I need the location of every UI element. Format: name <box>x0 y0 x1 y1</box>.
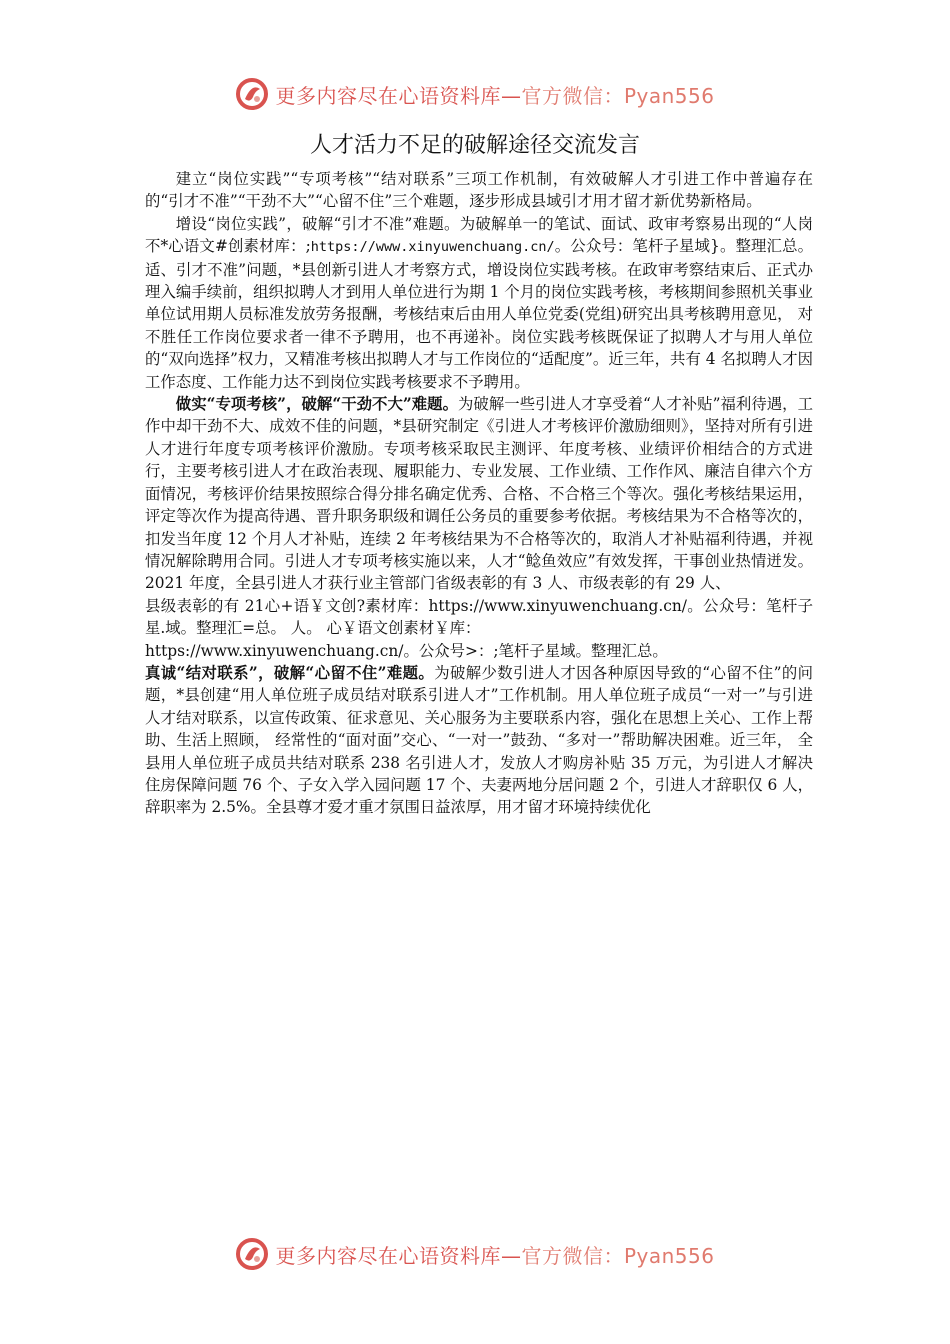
banner-main-text: 更多内容尽在心语资料库 <box>275 1243 501 1268</box>
banner-separator: — <box>500 1243 522 1268</box>
document-body <box>145 168 813 819</box>
red-swirl-logo-icon <box>235 77 269 111</box>
intro-paragraph: 建立“岗位实践”“专项考核”“结对联系”三项工作机制，有效破解人才引进工作中普遍存在的“引才不准”“干劲不大”“心留不住”三个难题，逐步形成县域引才用才留才新优势新格局。 <box>145 170 813 211</box>
section3-paragraph <box>145 662 813 819</box>
banner-main-text: 更多内容尽在心语资料库 <box>275 83 501 108</box>
section1-url: https://www.xinyuwenchuang.cn/ <box>310 239 555 256</box>
top-banner <box>0 72 950 116</box>
section2-heading: 做实“专项考核”，破解“干劲不大”难题。 <box>175 395 459 414</box>
banner-contact-text: 官方微信：Pyan556 <box>521 83 715 108</box>
banner-separator: — <box>500 83 522 108</box>
section2-line-b: https://www.xinyuwenchuang.cn/。公众号>：;笔杆子星域。整理汇总。 <box>145 641 668 660</box>
section2-line-a: 县级表彰的有 21心+语￥文创?素材库：https://www.xinyuwenchuang.cn/。公众号：笔杆子星.域。整理汇=总。 人。 心￥语文创素材￥库： <box>145 596 813 638</box>
section2-body: 为破解一些引进人才享受着“人才补贴”福利待遇，工作中却干劲不大、成效不佳的问题，*县研究制定《引进人才考核评价激励细则》，坚持对所有引进人才进行年度专项考核评价激励。专项考核采取民主测评、年度考核、业绩评价相结合的方式进行，主要考核引进人才在政治表现、履职能力、专业发展、工作业绩、工作作风、廉洁自律六个方面情况，考核评价结果按照综合得分排名确定优秀、合格、不合格三个等次。强化考核结果运用，评定等次作为提高待遇、晋升职务职级和调任公务员的重要参考依据。考核结果为不合格等次的，扣发当年度 12 个月人才补贴，连续 2 年考核结果为不合格等次的，取消人才补贴福利待遇，并视情况解除聘用合同。引进人才专项考核实施以来，人才“鲶鱼效应”有效发挥，干事创业热情迸发。2021 年度，全县引进人才获行业主管部门省级表彰的有 3 人、市级表彰的有 29 人、 <box>145 395 813 593</box>
document-title: 人才活力不足的破解途径交流发言 <box>309 133 640 158</box>
section3-heading: 真诚“结对联系”，破解“心留不住”难题。 <box>145 663 435 682</box>
banner-contact-text: 官方微信：Pyan556 <box>521 1243 715 1268</box>
banner-text <box>275 1240 714 1269</box>
section2-paragraph <box>145 393 813 595</box>
section1-body: 。公众号：笔杆子星域}。整理汇总。适、引才不准”问题，*县创新引进人才考察方式，增设岗位实践考核。在政审考察结束后、正式办理入编手续前，组织拟聘人才到用人单位进行为期 1 个月的岗位实践考核，考核期间参照机关事业单位试用期人员标准发放劳务报酬，考核结束后由用人单位党委(党组)研究出具考核聘用意见， 对不胜任工作岗位要求者一律不予聘用，也不再递补。岗位实践考核既保证了拟聘人才与用人单位的“双向选择”权力，又精准考核出拟聘人才与工作岗位的“适配度”。近三年，共有 4 名拟聘人才因工作态度、工作能力达不到岗位实践考核要求不予聘用。 <box>145 237 813 391</box>
bottom-banner <box>0 1232 950 1276</box>
section1-paragraph <box>145 213 813 393</box>
section1-lead: 增设“岗位实践”，破解“引才不准”难题。为破解单一的笔试、面试、政审考察易出现的“人岗不*心语文#创素材库：; <box>145 214 813 256</box>
section3-body: 为破解少数引进人才因各种原因导致的“心留不住”的问题，*县创建“用人单位班子成员结对联系引进人才”工作机制。用人单位班子成员“一对一”与引进人才结对联系，以宣传政策、征求意见、关心服务为主要联系内容，强化在思想上关心、工作上帮助、生活上照顾， 经常性的“面对面”交心、“一对一”鼓劲、“多对一”帮助解决困难。近三年， 全县用人单位班子成员共结对联系 238 名引进人才，发放人才购房补贴 35 万元，为引进人才解决住房保障问题 76 个、子女入学入园问题 17 个、夫妻两地分居问题 2 个，引进人才辞职仅 6 人，辞职率为 2.5%。全县尊才爱才重才氛围日益浓厚，用才留才环境持续优化 <box>145 663 813 817</box>
red-swirl-logo-icon <box>235 1237 269 1271</box>
banner-text <box>275 80 714 109</box>
